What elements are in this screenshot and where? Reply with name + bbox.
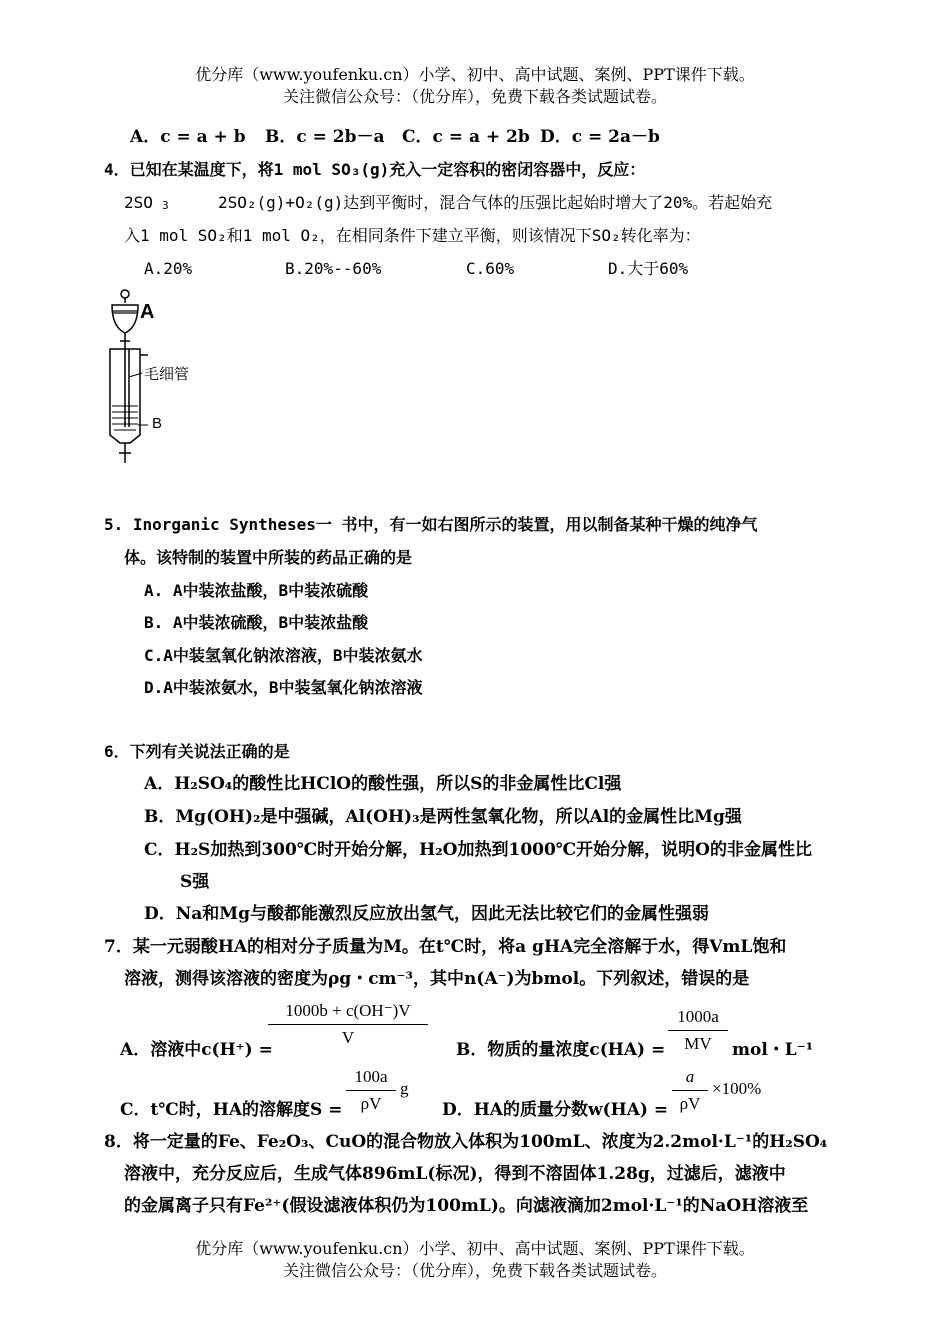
q7-option-a-fraction — [268, 1000, 428, 1049]
fraction-bar — [672, 1090, 708, 1091]
q6-option-a: A．H₂SO₄的酸性比HClO的酸性强，所以S的非金属性比Cl强 — [144, 774, 622, 794]
q7-option-c-label: C．t℃时，HA的溶解度S = — [120, 1100, 343, 1120]
q7-stem-line-2: 溶液，测得该溶液的密度为ρg・cm⁻³，其中n(A⁻)为bmol。下列叙述，错误的是 — [124, 969, 750, 989]
q4-stem-line-2: 2SO₂(g)+O₂(g)达到平衡时，混合气体的压强比起始时增大了20%。若起始充 — [218, 193, 773, 212]
q5-stem-line-1: 5. Inorganic Syntheses一 书中，有一如右图所示的装置，用以制备某种干燥的纯净气 — [104, 515, 758, 534]
q4-option-d: D.大于60% — [608, 259, 689, 278]
q4-equation-left: 2SO — [124, 193, 153, 212]
q6-option-d: D．Na和Mg与酸都能激烈反应放出氢气，因此无法比较它们的金属性强弱 — [144, 904, 709, 924]
apparatus-figure — [92, 285, 202, 470]
q7-option-b-denominator: MV — [684, 1034, 712, 1053]
q8-line-2: 溶液中，充分反应后，生成气体896mL(标况)，得到不溶固体1.28g，过滤后，滤液中 — [124, 1164, 786, 1184]
q8-line-3: 的金属离子只有Fe²⁺(假设滤液体积仍为100mL)。向滤液滴加2mol·L⁻¹的NaOH溶液至 — [124, 1196, 809, 1216]
q4-option-a: A.20% — [144, 259, 193, 278]
label-capillary: 毛细管 — [144, 365, 190, 383]
q7-option-b-numerator: 1000a — [677, 1007, 719, 1026]
q3-option-b: B．c = 2b－a — [265, 127, 385, 147]
q4-option-b: B.20%--60% — [285, 259, 382, 278]
q7-option-a-numerator: 1000b + c(OH⁻)V — [285, 1001, 411, 1020]
q7-option-d-label: D．HA的质量分数w(HA) = — [442, 1100, 669, 1120]
fraction-bar — [346, 1090, 396, 1091]
q7-stem-line-1: 7．某一元弱酸HA的相对分子质量为M。在t℃时，将a gHA完全溶解于水，得VmL饱和 — [104, 937, 787, 957]
q7-option-c-denominator: ρV — [360, 1094, 382, 1113]
q7-option-a-label: A．溶液中c(H⁺) = — [120, 1040, 273, 1060]
header-line-1: 优分库（www.youfenku.cn）小学、初中、高中试题、案例、PPT课件下载。 — [195, 65, 755, 84]
q7-option-d-numerator: a — [685, 1067, 695, 1086]
q5-option-c: C.A中装氢氧化钠浓溶液，B中装浓氨水 — [144, 646, 423, 665]
q7-option-c-unit: g — [400, 1079, 409, 1098]
q7-option-b-label: B．物质的量浓度c(HA) = — [456, 1040, 666, 1060]
q7-option-c-fraction — [346, 1066, 396, 1115]
q3-option-a: A．c = a + b — [130, 127, 246, 147]
q3-option-d: D．c = 2a－b — [540, 127, 660, 147]
footer-line-2: 关注微信公众号：（优分库），免费下载各类试题试卷。 — [282, 1261, 667, 1280]
q5-option-d: D.A中装浓氨水，B中装氢氧化钠浓溶液 — [144, 678, 423, 697]
q8-line-1: 8．将一定量的Fe、Fe₂O₃、CuO的混合物放入体积为100mL、浓度为2.2mol·L⁻¹的H₂SO₄ — [104, 1132, 828, 1152]
q7-option-b-fraction — [668, 1006, 728, 1055]
label-b: B — [152, 415, 163, 432]
q7-option-d-fraction — [672, 1066, 708, 1115]
q7-option-d-unit: ×100% — [712, 1079, 762, 1098]
q7-option-d-denominator: ρV — [679, 1094, 701, 1113]
fraction-bar — [268, 1024, 428, 1025]
q3-option-c: C．c = a + 2b — [402, 127, 530, 147]
q4-option-c: C.60% — [466, 259, 515, 278]
fraction-bar — [668, 1030, 728, 1031]
q5-stem-line-2: 体。该特制的装置中所装的药品正确的是 — [124, 548, 413, 567]
footer-line-1: 优分库（www.youfenku.cn）小学、初中、高中试题、案例、PPT课件下载。 — [195, 1239, 755, 1258]
q4-equation-subscript: 3 — [162, 199, 169, 212]
q4-stem-line-1: 4．已知在某温度下，将1 mol SO₃(g)充入一定容积的密闭容器中，反应： — [104, 160, 646, 179]
q5-option-b: B. A中装浓硫酸，B中装浓盐酸 — [144, 613, 369, 632]
header-line-2: 关注微信公众号：（优分库），免费下载各类试题试卷。 — [282, 87, 667, 106]
q6-option-b: B．Mg(OH)₂是中强碱，Al(OH)₃是两性氢氧化物，所以Al的金属性比Mg强 — [144, 807, 742, 827]
q7-option-b-unit: mol・L⁻¹ — [732, 1040, 814, 1060]
q6-option-c-line-2: S强 — [180, 872, 210, 892]
label-a: A — [140, 301, 155, 323]
q7-option-c-numerator: 100a — [354, 1067, 388, 1086]
q4-stem-line-3: 入1 mol SO₂和1 mol O₂，在相同条件下建立平衡，则该情况下SO₂转化率为： — [124, 226, 701, 245]
q7-option-a-denominator: V — [341, 1028, 355, 1047]
q6-option-c-line-1: C．H₂S加热到300℃时开始分解，H₂O加热到1000℃开始分解，说明O的非金属性比 — [144, 840, 812, 860]
q6-stem: 6．下列有关说法正确的是 — [104, 742, 290, 761]
q5-option-a: A. A中装浓盐酸，B中装浓硫酸 — [144, 581, 369, 600]
